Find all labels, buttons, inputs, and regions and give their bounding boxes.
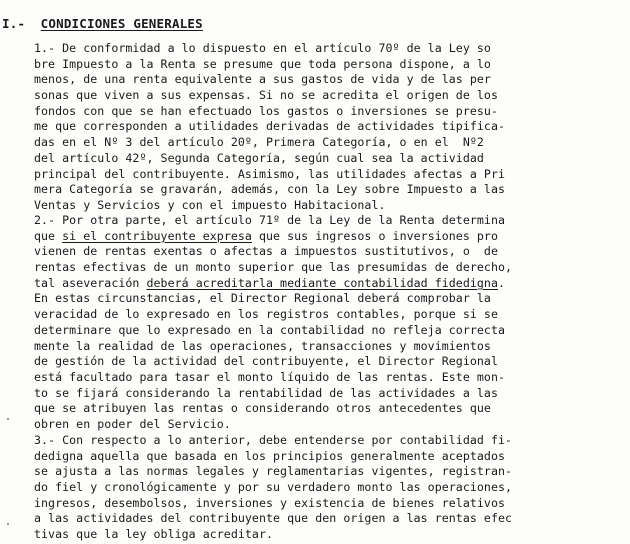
text-segment: de gestión de la actividad del contribuyente, el Director Regional — [34, 354, 498, 369]
text-segment: 2.- Por otra parte, el artículo 71º de la Ley de la Renta determina — [34, 213, 506, 227]
text-line — [34, 433, 624, 449]
text-line — [34, 119, 624, 135]
section-heading — [2, 16, 203, 31]
text-line — [34, 276, 624, 292]
text-line — [34, 354, 624, 370]
text-segment: to se fijará considerando la rentabilidad de las actividades a las — [34, 385, 498, 400]
text-segment: ingresos, desembolsos, inversiones y existencia de bienes relativos — [34, 495, 506, 510]
text-segment: Ventas y Servicios y con el impuesto Habitacional. — [34, 197, 386, 212]
text-segment: do fiel y cronológicamente y por su verdadero monto las operaciones, — [34, 480, 513, 495]
text-segment: me que corresponden a utilidades derivadas de actividades tipifica- — [34, 119, 506, 134]
text-line — [34, 386, 624, 402]
text-line — [34, 496, 624, 512]
text-line — [34, 244, 624, 260]
text-segment: del artículo 42º, Segunda Categoría, según cual sea la actividad — [34, 150, 484, 165]
text-line — [34, 167, 624, 183]
text-segment: mente la realidad de las operaciones, transacciones y movimientos — [34, 338, 491, 353]
text-segment: 1.- De conformidad a lo dispuesto en el artículo 70º de la Ley so — [34, 41, 491, 55]
text-line — [34, 449, 624, 465]
text-segment: veracidad de lo expresado en los registros contables, porque si se — [34, 307, 498, 322]
text-line — [34, 527, 624, 543]
text-line — [34, 323, 624, 339]
text-segment: se ajusta a las normas legales y reglamentarias vigentes, registran- — [34, 464, 513, 479]
text-line — [34, 370, 624, 386]
section-title: CONDICIONES GENERALES — [40, 16, 203, 31]
text-segment: tal aseveración — [34, 275, 147, 290]
text-segment: está facultado para tasar el monto líquido de las rentas. Este mon- — [34, 369, 506, 384]
underlined-phrase: deberá acreditarla mediante contabilidad fidedigna — [146, 275, 498, 290]
text-line — [34, 72, 624, 88]
text-line — [34, 104, 624, 120]
text-segment: fondos con que se han efectuado los gastos o inversiones se presu- — [34, 103, 498, 118]
text-segment: mera Categoría se gravarán, además, con la Ley sobre Impuesto a las — [34, 182, 506, 197]
text-line — [34, 464, 624, 480]
paragraph-2 — [34, 213, 624, 433]
text-line — [34, 401, 624, 417]
text-segment: . — [498, 275, 506, 290]
text-line — [34, 41, 624, 57]
text-line — [34, 151, 624, 167]
text-line — [34, 198, 624, 214]
underlined-phrase: si el contribuyente expresa — [62, 228, 252, 243]
text-segment: a las actividades del contribuyente que den origen a las rentas efec — [34, 511, 513, 526]
text-segment: En estas circunstancias, el Director Regional deberá comprobar la — [34, 291, 491, 306]
text-line — [34, 480, 624, 496]
text-segment: sonas que viven a sus expensas. Si no se acredita el origen de los — [34, 88, 498, 103]
text-segment: que sus ingresos o inversiones pro — [251, 228, 498, 243]
text-segment: principal del contribuyente. Asimismo, las utilidades afectas a Pri — [34, 166, 506, 181]
text-segment: que — [34, 228, 63, 243]
section-number: I.- — [2, 16, 26, 31]
text-segment: das en el Nº 3 del artículo 20º, Primera Categoría, o en el Nº2 — [34, 135, 484, 150]
text-line — [34, 307, 624, 323]
text-segment: tivas que la ley obliga acreditar. — [34, 527, 274, 542]
paragraph-1 — [34, 41, 624, 214]
text-line — [34, 229, 624, 245]
text-segment: rentas efectivas de un monto superior que las presumidas de derecho, — [34, 260, 513, 275]
text-line — [34, 88, 624, 104]
text-line — [34, 511, 624, 527]
paragraph-3 — [34, 433, 624, 543]
text-line — [34, 339, 624, 355]
text-line — [34, 135, 624, 151]
text-segment: menos, de una renta equivalente a sus gastos de vida y de las per — [34, 72, 491, 87]
text-line — [34, 213, 624, 229]
text-segment: 3.- Con respecto a lo anterior, debe entenderse por contabilidad fi- — [34, 433, 513, 447]
text-segment: dedigna aquella que basada en los principios generalmente aceptados — [34, 448, 506, 463]
text-segment: vienen de rentas exentas o afectas a impuestos sustitutivos, o de — [34, 244, 498, 259]
text-line — [34, 260, 624, 276]
text-segment: bre Impuesto a la Renta se presume que toda persona dispone, a lo — [34, 56, 491, 71]
text-line — [34, 57, 624, 73]
text-line — [34, 417, 624, 433]
text-segment: determinare que lo expresado en la contabilidad no refleja correcta — [34, 322, 506, 337]
text-segment: que se atribuyen las rentas o considerando otros antecedentes que — [34, 401, 491, 416]
text-segment: obren en poder del Servicio. — [34, 416, 231, 431]
text-line — [34, 182, 624, 198]
text-line — [34, 291, 624, 307]
